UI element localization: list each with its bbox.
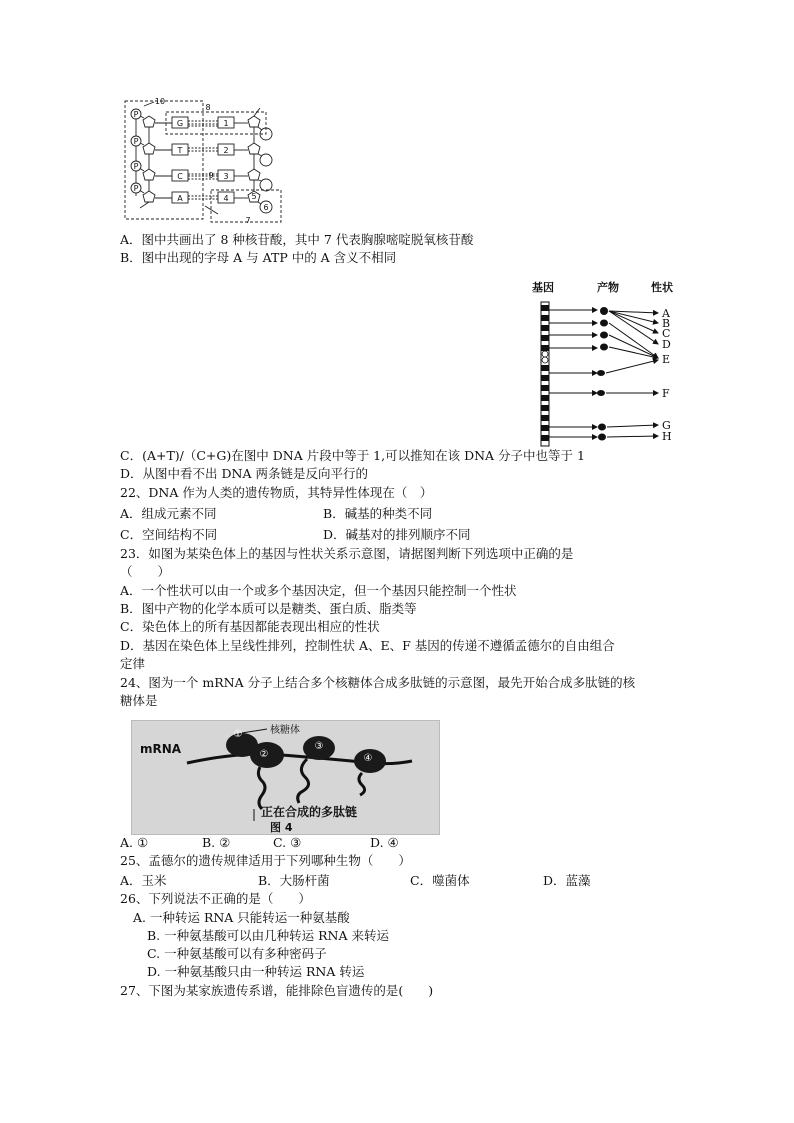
q25-option-d: D．蓝藻 — [543, 873, 591, 888]
q25-option-c: C．噬菌体 — [410, 873, 470, 888]
q21-option-c: C．(A+T)/（C+G)在图中 DNA 片段中等于 1,可以推知在该 DNA 分子中也等于 1 — [120, 448, 585, 463]
ribosome-label: 核糖体 — [270, 725, 300, 736]
label-7: 7 — [245, 216, 251, 225]
base-right-3: 3 — [223, 172, 229, 181]
q23-option-a: A．一个性状可以由一个或多个基因决定，但一个基因只能控制一个性状 — [120, 583, 517, 598]
trait-b: B — [662, 317, 671, 330]
q27-stem: 27、下图为某家族遗传系谱，能排除色盲遗传的是( ) — [120, 983, 434, 998]
label-6: 6 — [263, 203, 269, 212]
trait-h: H — [662, 430, 672, 443]
trait-g: G — [662, 419, 671, 432]
label-8: 8 — [205, 103, 211, 112]
q26-option-a: A. 一种转运 RNA 只能转运一种氨基酸 — [133, 910, 350, 925]
base-left-A: A — [177, 194, 183, 203]
q25-option-b: B．大肠杆菌 — [258, 873, 330, 888]
q22-stem: 22、DNA 作为人类的遗传物质，其特异性体现在（ ） — [120, 485, 433, 500]
ribosome-4: ④ — [363, 753, 373, 764]
label-9: 9 — [208, 171, 214, 180]
trait-f: F — [662, 387, 670, 400]
phosphate-label: P — [133, 162, 139, 171]
mrna-label: mRNA — [140, 742, 182, 756]
q23-option-d: D．基因在染色体上呈线性排列，控制性状 A、E、F 基因的传递不遵循孟德尔的自由组合 — [120, 638, 615, 653]
q26-stem: 26、下列说法不正确的是（ ） — [120, 891, 311, 906]
q23-option-c: C．染色体上的所有基因都能表现出相应的性状 — [120, 619, 380, 634]
q26-option-c: C. 一种氨基酸可以有多种密码子 — [147, 946, 327, 961]
q23-option-d-cont: 定律 — [120, 656, 146, 671]
gene-trait-figure — [525, 278, 690, 448]
gene-header: 基因 — [532, 281, 554, 294]
figure-caption: 图 4 — [270, 821, 293, 834]
q25-option-a: A．玉米 — [120, 873, 167, 888]
base-right-4: 4 — [223, 194, 229, 203]
trait-c: C — [662, 327, 671, 340]
q24-option-a: A. ① — [120, 835, 149, 850]
phosphate-label: P — [133, 137, 139, 146]
ribosome-1: ① — [233, 729, 243, 740]
base-right-2: 2 — [223, 146, 229, 155]
phosphate-label: P — [133, 110, 139, 119]
trait-header: 性状 — [651, 281, 673, 294]
q21-option-b: B．图中出现的字母 A 与 ATP 中的 A 含义不相同 — [120, 250, 397, 265]
q21-option-a: A．图中共画出了 8 种核苷酸，其中 7 代表胸腺嘧啶脱氧核苷酸 — [120, 232, 474, 247]
ribosome-3: ③ — [314, 741, 324, 752]
phosphate-label: P — [133, 184, 139, 193]
q24-stem-cont: 糖体是 — [120, 693, 158, 708]
q25-stem: 25、孟德尔的遗传规律适用于下列哪种生物（ ） — [120, 853, 411, 868]
q23-stem-paren: （ ） — [120, 564, 171, 579]
base-left-G: G — [176, 119, 184, 128]
trait-e: E — [662, 353, 671, 366]
dna-structure-figure — [120, 96, 290, 226]
q22-option-c: C．空间结构不同 — [120, 527, 218, 542]
q23-stem: 23．如图为某染色体上的基因与性状关系示意图，请据图判断下列选项中正确的是 — [120, 546, 574, 561]
ribosome-2: ② — [259, 749, 269, 760]
polyribosome-figure — [131, 720, 440, 835]
q22-option-b: B．碱基的种类不同 — [323, 506, 433, 521]
q24-option-d: D. ④ — [370, 835, 399, 850]
q26-option-d: D. 一种氨基酸只由一种转运 RNA 转运 — [147, 964, 365, 979]
q24-option-c: C. ③ — [273, 835, 302, 850]
q23-option-b: B．图中产物的化学本质可以是糖类、蛋白质、脂类等 — [120, 601, 417, 616]
q22-option-a: A．组成元素不同 — [120, 506, 217, 521]
product-header: 产物 — [597, 281, 619, 294]
q26-option-b: B. 一种氨基酸可以由几种转运 RNA 来转运 — [147, 928, 389, 943]
q24-stem: 24、图为一个 mRNA 分子上结合多个核糖体合成多肽链的示意图，最先开始合成多肽链的核 — [120, 675, 636, 690]
q21-option-d: D．从图中看不出 DNA 两条链是反向平行的 — [120, 466, 368, 481]
base-left-T: T — [177, 146, 183, 155]
q22-option-d: D．碱基对的排列顺序不同 — [323, 527, 471, 542]
label-5: 5 — [251, 192, 257, 201]
label-10: 10 — [154, 97, 166, 106]
peptide-label: 正在合成的多肽链 — [261, 805, 358, 819]
trait-d: D — [662, 338, 671, 351]
base-right-1: 1 — [223, 119, 229, 128]
base-left-C: C — [177, 172, 183, 181]
q24-option-b: B. ② — [202, 835, 231, 850]
trait-a: A — [662, 307, 670, 320]
